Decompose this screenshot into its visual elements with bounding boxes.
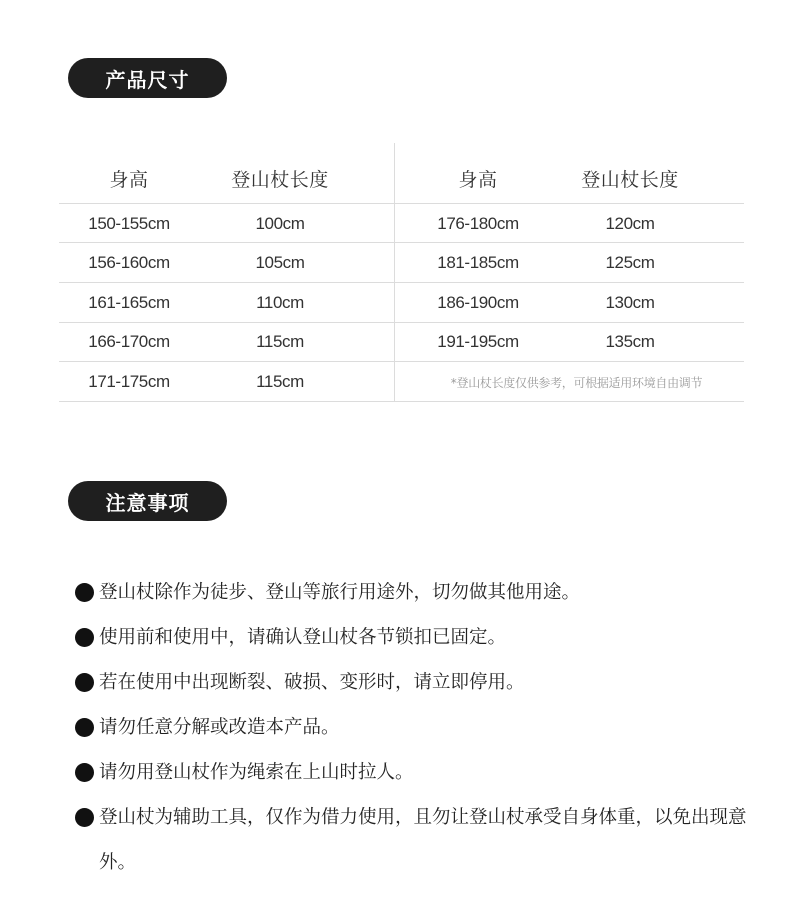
- size-table: [59, 143, 744, 403]
- header-height: 身高: [458, 169, 498, 191]
- table-cell-height: 191-195cm: [437, 332, 519, 351]
- row-divider: [59, 361, 744, 362]
- table-cell-length: 125cm: [605, 253, 655, 272]
- list-item: [75, 750, 775, 795]
- table-cell-length: 120cm: [605, 214, 655, 233]
- table-cell-height: 171-175cm: [88, 372, 170, 391]
- list-item: [75, 570, 775, 615]
- list-item-text: 登山杖除作为徒步、登山等旅行用途外，切勿做其他用途。: [99, 582, 581, 603]
- table-cell-length: 110cm: [256, 293, 304, 312]
- table-cell-length: 100cm: [255, 214, 305, 233]
- table-cell-length: 115cm: [256, 372, 304, 391]
- row-divider: [59, 322, 744, 323]
- table-cell-height: 156-160cm: [88, 253, 170, 272]
- row-divider: [59, 242, 744, 243]
- table-cell-height: 161-165cm: [88, 293, 170, 312]
- column-divider: [394, 143, 395, 401]
- list-item-text: 若在使用中出现断裂、破损、变形时，请立即停用。: [99, 672, 525, 693]
- header-pole-length: 登山杖长度: [581, 169, 679, 191]
- table-cell-height: 181-185cm: [437, 253, 519, 272]
- table-cell-height: 166-170cm: [88, 332, 170, 351]
- header-height: 身高: [109, 169, 149, 191]
- header-pole-length: 登山杖长度: [231, 169, 329, 191]
- table-cell-length: 130cm: [605, 293, 655, 312]
- section-title-size: 产品尺寸: [68, 58, 227, 98]
- bullet-icon: [75, 673, 94, 692]
- table-cell-length: 135cm: [605, 332, 655, 351]
- row-divider: [59, 203, 744, 204]
- list-item: [75, 795, 775, 885]
- bullet-icon: [75, 583, 94, 602]
- section-title-notes: 注意事项: [68, 481, 227, 521]
- notes-list: [75, 570, 775, 885]
- row-divider: [59, 401, 744, 402]
- list-item-text: 登山杖为辅助工具，仅作为借力使用，且勿让登山杖承受自身体重，以免出现意外。: [99, 807, 747, 873]
- table-cell-length: 115cm: [256, 332, 304, 351]
- list-item: [75, 660, 775, 705]
- table-cell-height: 150-155cm: [88, 214, 170, 233]
- list-item-text: 使用前和使用中，请确认登山杖各节锁扣已固定。: [99, 627, 507, 648]
- table-cell-height: 186-190cm: [437, 293, 519, 312]
- bullet-icon: [75, 763, 94, 782]
- list-item-text: 请勿用登山杖作为绳索在上山时拉人。: [99, 762, 414, 783]
- list-item: [75, 705, 775, 750]
- row-divider: [59, 282, 744, 283]
- bullet-icon: [75, 718, 94, 737]
- table-note: *登山杖长度仅供参考，可根据适用环境自由调节: [450, 376, 703, 390]
- list-item-text: 请勿任意分解或改造本产品。: [99, 717, 340, 738]
- table-cell-length: 105cm: [255, 253, 305, 272]
- bullet-icon: [75, 628, 94, 647]
- list-item: [75, 615, 775, 660]
- bullet-icon: [75, 808, 94, 827]
- table-cell-height: 176-180cm: [437, 214, 519, 233]
